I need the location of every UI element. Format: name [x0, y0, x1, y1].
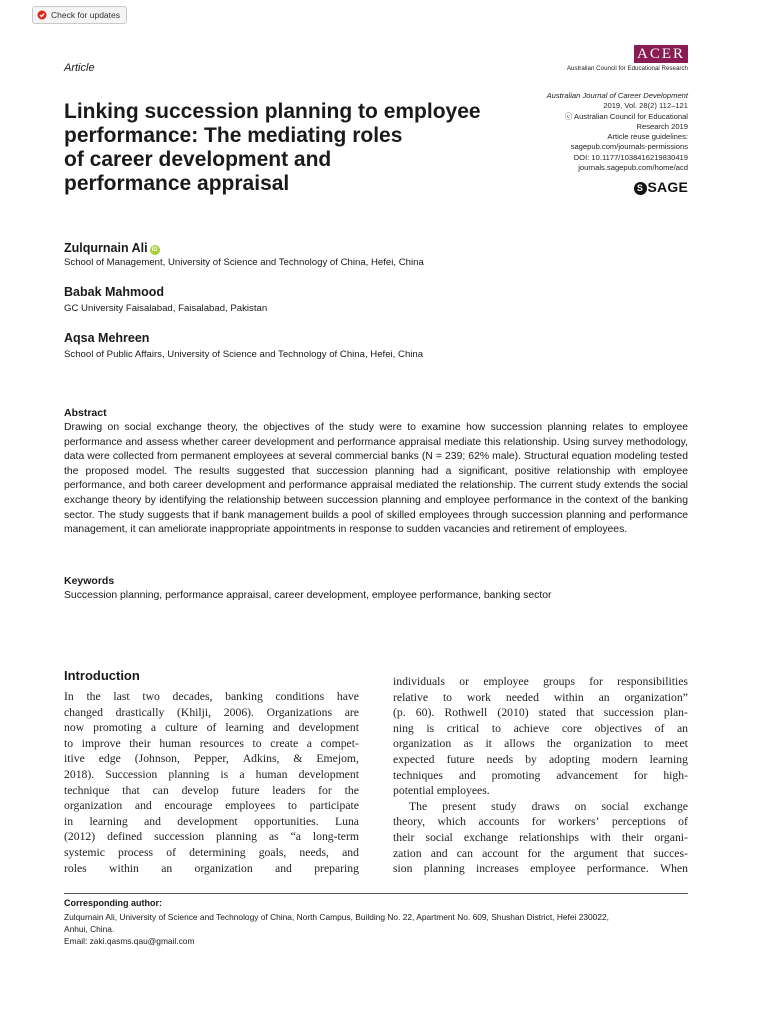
body-text-line: techniques and promoting advancement for high-: [393, 768, 688, 782]
footnote-divider: [64, 893, 688, 894]
corresponding-author-details: [64, 911, 694, 947]
author-affiliation: GC University Faisalabad, Faisalabad, Pakistan: [64, 303, 268, 314]
body-text-line: 2018). Succession planning is a human development: [64, 767, 359, 781]
corresponding-address-cont: Anhui, China.: [64, 924, 115, 934]
body-text-line: now promoting a culture of learning and development: [64, 721, 359, 735]
author-name: Babak Mahmood: [64, 285, 165, 299]
body-text-line: potential employees.: [393, 784, 490, 798]
body-text-line: to improve their human resources to create a compet-: [64, 736, 359, 750]
author-name: Zulqurnain Ali: [64, 241, 148, 255]
publisher-name: SAGE: [647, 179, 688, 195]
title-line: of career development and: [64, 148, 332, 171]
body-text-line: changed drastically (Khilji, 2006). Organizations are: [64, 705, 359, 719]
journal-meta: [488, 91, 688, 173]
journal-home-link[interactable]: journals.sagepub.com/home/acd: [578, 163, 688, 173]
volume-info: 2019, Vol. 28(2) 112–121: [603, 101, 688, 111]
body-text-line: expected future needs by adopting modern learning: [393, 752, 688, 766]
body-text-line: (p. 60). Rothwell (2010) stated that succession plan-: [393, 706, 688, 720]
abstract-text: Drawing on social exchange theory, the objectives of the study were to examine how succession planning relates to employee performance and assess whether career development and performance appraisal mediate this relationship. Using survey methodology, data were collected from permanent employees at several commercial banks (N = 239; 62% male). Structural equation modeling tested the proposed model. The results suggested that succession planning had a significant, positive relationship with employee performance, and both career development and performance appraisal mediated the relationship. The current study extends the social exchange theory by identifying the relationship between succession planning and employee performance in the context of the banking sector. The study suggests that if bank management builds a pool of skilled employees through succession planning and performance management, it can ameliorate inappropriate appointments in response to sudden vacancies and retirement of employees.: [64, 422, 688, 536]
body-text-line: theory, which accounts for workers’ perceptions of: [393, 815, 688, 829]
check-for-updates-label: Check for updates: [51, 10, 120, 20]
article-title: [64, 100, 524, 196]
introduction-heading: Introduction: [64, 668, 140, 683]
check-for-updates-button[interactable]: [32, 6, 127, 24]
intro-right-column: [393, 674, 688, 877]
body-text-line: in learning and development opportunities. Luna: [64, 814, 359, 828]
title-line: Linking succession planning to employee: [64, 100, 481, 123]
corresponding-email[interactable]: Email: zaki.qasms.qau@gmail.com: [64, 936, 195, 946]
body-text-line: relative to work needed within an organization”: [393, 690, 688, 704]
body-text-line: individuals or employee groups for responsibilities: [393, 675, 688, 688]
author-affiliation: School of Public Affairs, University of Science and Technology of China, Hefei, China: [64, 349, 424, 360]
body-text-line: systemic process of determining goals, needs, and: [64, 845, 359, 859]
crossmark-icon: [37, 10, 47, 20]
body-text-line: technique that can develop future leaders for the: [64, 783, 359, 797]
body-text-line: The present study draws on social exchange: [409, 799, 688, 813]
sage-logo: [634, 179, 688, 195]
corresponding-address: Zulqurnain Ali, University of Science and Technology of China, North Campus, Building No. 22, Apartment No. 609, Shushan District, Hefei 230022,: [64, 912, 609, 922]
keywords-heading: Keywords: [64, 575, 115, 587]
copyright-year: Research 2019: [636, 121, 688, 131]
article-type-label: Article: [64, 62, 95, 74]
body-text-line: zation and can account for the argument that succes-: [393, 846, 688, 860]
sage-s-icon: S: [634, 182, 647, 195]
abstract-heading: Abstract: [64, 407, 107, 419]
keywords-text: Succession planning, performance appraisal, career development, employee performance, banking sector: [64, 590, 552, 601]
journal-name: Australian Journal of Career Development: [546, 91, 688, 100]
acer-logo-mark: ACER: [634, 45, 688, 63]
acer-logo: [540, 45, 688, 75]
title-line: performance appraisal: [64, 172, 290, 195]
reuse-label: Article reuse guidelines:: [607, 132, 688, 142]
body-text-line: their social exchange relationships with their organi-: [393, 830, 688, 844]
intro-left-column: [64, 689, 359, 876]
body-text-line: ning is critical to achieve core objectives of an: [393, 721, 688, 735]
copyright-line: ⓒ Australian Council for Educational: [564, 111, 688, 121]
author-name: Aqsa Mehreen: [64, 331, 150, 345]
body-text-line: roles within an organization and preparing: [64, 861, 359, 875]
author-block: [64, 239, 160, 257]
body-text-line: itive edge (Johnson, Pepper, Adkins, & Emejom,: [64, 752, 359, 766]
author-affiliation: School of Management, University of Science and Technology of China, Hefei, China: [64, 257, 424, 268]
title-line: performance: The mediating roles: [64, 124, 403, 147]
permissions-link[interactable]: sagepub.com/journals-permissions: [570, 142, 688, 152]
body-text-line: organization as it allows the organization to meet: [393, 737, 688, 751]
body-text-line: sion planning increases employee performance. When: [393, 862, 688, 876]
orcid-icon[interactable]: iD: [151, 247, 158, 253]
acer-council-name: Australian Council for Educational Research: [566, 65, 688, 72]
body-text-line: (2012) defined succession planning as “a long-term: [64, 830, 359, 844]
doi-link[interactable]: DOI: 10.1177/1038416219830419: [573, 152, 688, 162]
body-text-line: organization and encourage employees to participate: [64, 799, 359, 813]
body-text-line: In the last two decades, banking conditions have: [64, 690, 359, 703]
corresponding-author-heading: Corresponding author:: [64, 898, 162, 908]
